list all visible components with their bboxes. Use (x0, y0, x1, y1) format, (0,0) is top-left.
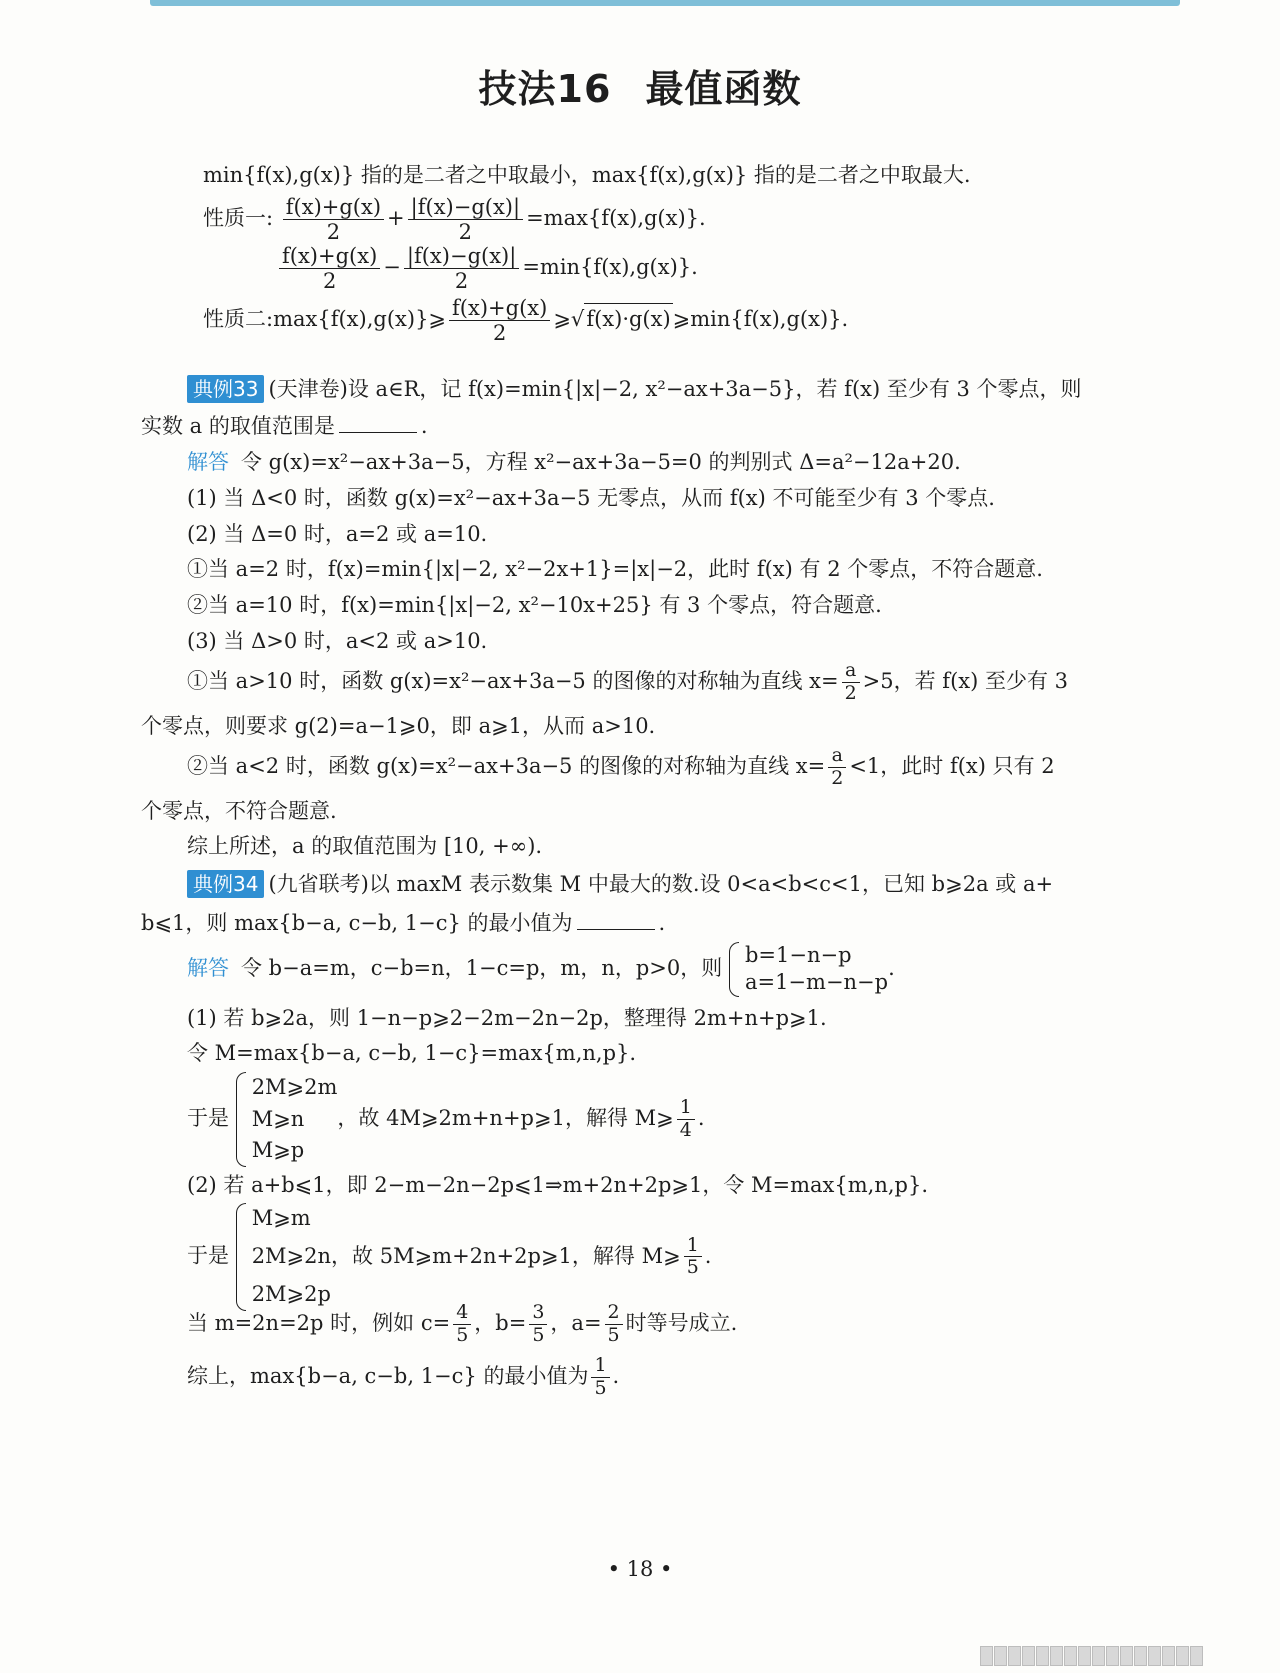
inequality-system: M⩾m 2M⩾2n，故 5M⩾m+2n+2p⩾1，解得 M⩾ $\frac{1}{5}$ . 2M⩾2p (236, 1203, 712, 1311)
solution-line: (1) 若 b⩾2a，则 1−n−p⩾2−2m−2n−2p，整理得 2m+n+p⩾1. (187, 1006, 827, 1030)
example33-question-line2: 实数 a 的取值范围是 . (141, 414, 428, 438)
page-strip-decoration (980, 1646, 1260, 1664)
solution-line: 个零点，不符合题意. (141, 799, 337, 823)
fraction: $\frac{3}{5}$ (529, 1302, 547, 1347)
example33-question-line1: 典例33 (天津卷)设 a∈R，记 f(x)=min{|x|−2, x²−ax+3a−5}，若 f(x) 至少有 3 个零点，则 (187, 375, 1082, 403)
example33-tag: 典例33 (187, 375, 264, 403)
example33-solution-start: 解答 令 g(x)=x²−ax+3a−5，方程 x²−ax+3a−5=0 的判别式 Δ=a²−12a+20. (187, 450, 961, 474)
top-color-bar (150, 0, 1180, 6)
solution-line: 综上，max{b−a, c−b, 1−c} 的最小值为 $\frac{1}{5}$ . (187, 1354, 620, 1399)
property-one-line2: $\frac{f(x)+g(x)}{2}$ − $\frac{|f(x)-g(x)|}{2}$ =min{f(x),g(x)}. (276, 244, 698, 293)
property-one-result1: =max{f(x),g(x)}. (526, 206, 706, 231)
fraction: $\frac{f(x)+g(x)}{2}$ (283, 195, 384, 244)
fraction: $\frac{f(x)+g(x)}{2}$ (449, 296, 550, 345)
fraction: $\frac{1}{4}$ (677, 1097, 695, 1142)
solution-line: ②当 a<2 时，函数 g(x)=x²−ax+3a−5 的图像的对称轴为直线 x= $\frac{a}{2}$ <1，此时 f(x) 只有 2 (187, 744, 1055, 789)
answer-blank (577, 927, 655, 930)
fraction: $\frac{1}{5}$ (684, 1235, 702, 1280)
fraction: $\frac{a}{2}$ (828, 745, 846, 790)
equation-system: b=1−n−p a=1−m−n−p (729, 942, 888, 997)
example34-question-line1: 典例34 (九省联考)以 maxM 表示数集 M 中最大的数.设 0<a<b<c<1，已知 b⩾2a 或 a+ (187, 870, 1053, 898)
title-topic: 最值函数 (645, 67, 802, 111)
answer-blank (339, 430, 417, 433)
fraction: $\frac{1}{5}$ (591, 1355, 609, 1400)
property-one-line1: 性质一: $\frac{f(x)+g(x)}{2}$ + $\frac{|f(x)-g(x)|}{2}$ =max{f(x),g(x)}. (203, 195, 706, 245)
inequality-system: 2M⩾2m M⩾n M⩾p (236, 1072, 338, 1167)
solution-line: 当 m=2n=2p 时，例如 c= $\frac{4}{5}$ ，b= $\frac{3}{5}$ ，a= $\frac{2}{5}$ 时等号成立. (187, 1301, 738, 1346)
sqrt-expression: f(x)·g(x) (584, 303, 672, 333)
fraction: $\frac{f(x)+g(x)}{2}$ (279, 244, 380, 293)
solution-line: ②当 a=10 时，f(x)=min{|x|−2, x²−10x+25} 有 3 个零点，符合题意. (187, 593, 882, 617)
property-two-line: 性质二:max{f(x),g(x)}⩾ $\frac{f(x)+g(x)}{2}$ ⩾√f(x)·g(x)⩾min{f(x),g(x)}. (203, 296, 849, 346)
solution-line: 于是 2M⩾2m M⩾n M⩾p ，故 4M⩾2m+n+p⩾1，解得 M⩾ $\frac{1}{4}$ . (187, 1072, 705, 1167)
solution-line: (2) 当 Δ=0 时，a=2 或 a=10. (187, 522, 488, 546)
answer-label: 解答 (187, 955, 229, 980)
property-two-label: 性质二: (203, 307, 274, 332)
page-number: • 18 • (607, 1557, 673, 1581)
property-one-label: 性质一: (203, 206, 274, 231)
answer-label: 解答 (187, 450, 229, 474)
solution-line: (3) 当 Δ>0 时，a<2 或 a>10. (187, 629, 488, 653)
solution-line: 个零点，则要求 g(2)=a−1⩾0，即 a⩾1，从而 a>10. (141, 714, 656, 738)
solution-line: 于是 M⩾m 2M⩾2n，故 5M⩾m+2n+2p⩾1，解得 M⩾ $\frac{1}{5}$ . 2M⩾2p (187, 1203, 711, 1311)
property-one-result2: =min{f(x),g(x)}. (522, 255, 698, 280)
solution-line: 综上所述，a 的取值范围为 [10, +∞). (187, 834, 543, 858)
solution-line: 令 M=max{b−a, c−b, 1−c}=max{m,n,p}. (187, 1041, 637, 1065)
example34-solution-start: 解答 令 b−a=m，c−b=n，1−c=p，m，n，p>0，则 b=1−n−p a=1−m−n−p . (187, 942, 895, 997)
solution-line: (1) 当 Δ<0 时，函数 g(x)=x²−ax+3a−5 无零点，从而 f(x) 不可能至少有 3 个零点. (187, 486, 995, 510)
page-title (0, 58, 1280, 113)
fraction: $\frac{2}{5}$ (605, 1302, 623, 1347)
title-technique: 技法16 (478, 67, 612, 111)
example34-tag: 典例34 (187, 870, 264, 898)
intro-line: min{f(x),g(x)} 指的是二者之中取最小，max{f(x),g(x)} 指的是二者之中取最大. (203, 163, 971, 187)
fraction: $\frac{4}{5}$ (453, 1302, 471, 1347)
fraction: $\frac{a}{2}$ (842, 660, 860, 705)
fraction: $\frac{|f(x)-g(x)|}{2}$ (408, 195, 523, 244)
solution-line: (2) 若 a+b⩽1，即 2−m−2n−2p⩽1⇒m+2n+2p⩾1，令 M=max{m,n,p}. (187, 1173, 929, 1197)
fraction: $\frac{|f(x)-g(x)|}{2}$ (404, 244, 519, 293)
solution-line: ①当 a>10 时，函数 g(x)=x²−ax+3a−5 的图像的对称轴为直线 x= $\frac{a}{2}$ >5，若 f(x) 至少有 3 (187, 659, 1069, 704)
example34-question-line2: b⩽1，则 max{b−a, c−b, 1−c} 的最小值为 . (141, 911, 666, 935)
solution-line: ①当 a=2 时，f(x)=min{|x|−2, x²−2x+1}=|x|−2，此时 f(x) 有 2 个零点，不符合题意. (187, 557, 1043, 581)
